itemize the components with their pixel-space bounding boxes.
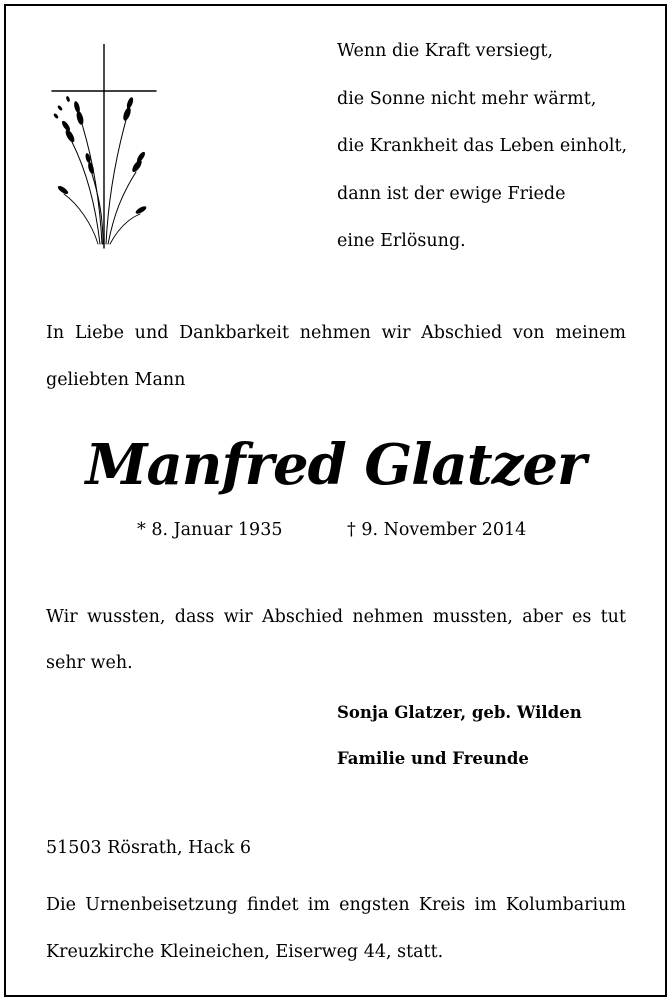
poem-line: eine Erlösung. xyxy=(337,231,466,251)
poem xyxy=(337,36,657,274)
burial-notice: Die Urnenbeisetzung findet im engsten Kreis im Kolumbarium Kreuzkirche Kleineichen, Eiserweg 44, statt. xyxy=(46,895,626,962)
deceased-name: Manfred Glatzer xyxy=(85,432,586,498)
address: 51503 Rösrath, Hack 6 xyxy=(46,838,251,858)
farewell-text: Wir wussten, dass wir Abschied nehmen mussten, aber es tut sehr weh. xyxy=(46,607,626,673)
poem-line: dann ist der ewige Friede xyxy=(337,183,566,204)
death-date: † 9. November 2014 xyxy=(347,520,527,540)
poem-line: Wenn die Kraft versiegt, xyxy=(337,41,554,61)
poem-line: die Krankheit das Leben einholt, xyxy=(337,136,628,156)
birth-date: * 8. Januar 1935 xyxy=(137,520,283,540)
signature-family: Familie und Freunde xyxy=(337,749,529,768)
intro-text: In Liebe und Dankbarkeit nehmen wir Abschied von meinem geliebten Mann xyxy=(46,323,626,390)
signature-spouse: Sonja Glatzer, geb. Wilden xyxy=(337,703,582,722)
cross-with-wheat-icon xyxy=(48,44,158,249)
poem-line: die Sonne nicht mehr wärmt, xyxy=(337,88,597,109)
